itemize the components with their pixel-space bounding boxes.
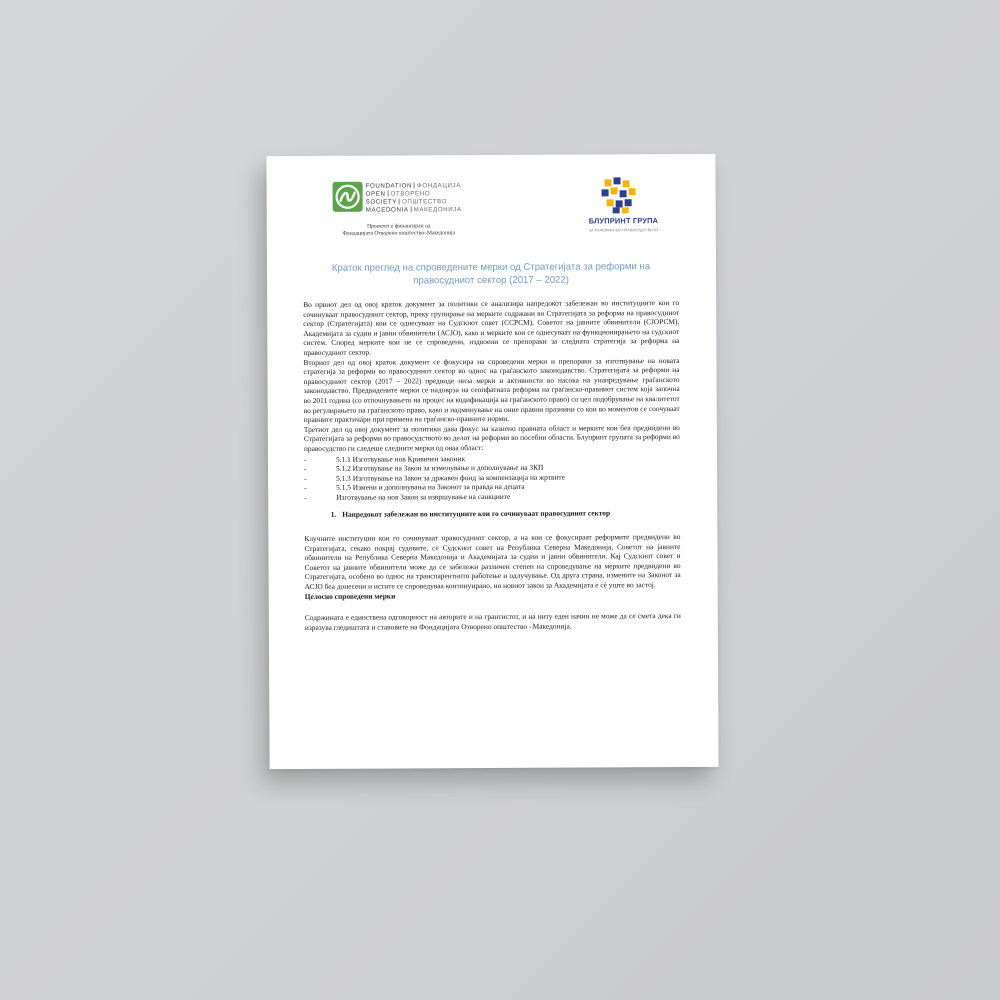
document-page: [266, 154, 718, 769]
paragraph-criminal-law: Третиот дел од овој документ за политики дава фокус на казнено правната област и мерките кои беа предвидени во Стратегијата за реформи во правосудството во делот на реформи во посебни области. Блупринт групата за реформи во правосудство ги следеше следните мерки од оваа област:: [303, 422, 680, 453]
document-header: [303, 174, 679, 256]
list-item: - 5.1.1 Изготвување нов Кривичен законик: [303, 453, 466, 464]
osf-line: MACEDONIA МАКЕДОНИЈА: [365, 206, 462, 214]
document-body: [303, 174, 681, 632]
osf-emblem-icon: [333, 182, 363, 212]
osf-line: SOCIETY ОПШТЕСТВО: [365, 198, 448, 206]
osf-line: FOUNDATION ФОНДАЦИЈА: [365, 182, 461, 190]
list-item: - Изготвување на нов Закон за извршување на санкциите: [304, 491, 511, 502]
document-title: Краток преглед на спроведените мерки од Стратегијата за реформи на правосудниот сектор (2017 – 2022): [331, 261, 651, 287]
paragraph-intro: Во првиот дел од овој краток документ за политики се анализира напредокот забележан во институциите кои го сочинуваат правосудниот сектор, преку групирање на мерките содржани во Стратегијата за реформа на правосудниот сектор (Стратегијата) кои се однесуваат на Судскиот совет (ССРСМ), Советот на јавните обвинители (СЈОРСМ), Академијата за судии и јавни обвинители (АСЈО), како и мерките кои се однесуваат на функционирањето на судскиот систем. Според мерките кои не се спроведени, издвоени се препораки за следната стратегија за реформа на правосудниот сектор.: [303, 298, 680, 357]
blueprint-emblem-icon: [599, 176, 639, 214]
list-item: - 5.1.3 Изготвување на Закон за државен фонд за компензација на жртвите: [304, 472, 565, 483]
osf-wordmark: [366, 182, 476, 215]
paragraph-civil-law: Вториот дел од овој краток документ се фокусира на спроведени мерки и препораки за изготвување на новата стратегија за реформи во правосудниот сектор во однос на граѓанското законодавство. Стратегијата за реформи на правосудниот сектор (2017 – 2022) предвиде низа мерки и активности во насока на унапредување граѓанското законодавство. Предвидените мерки се надоврза на сеопфатната реформа на граѓанско-правниот систем која започна во 2011 година (со отпочнувањето на процес на кодификација на граѓанското право) со цел подобрување на квалитетот во регулирањето на граѓанското право, како и надминување на оние правни празнини со кои во моментов се соочуваат правните практичари при примена на граѓанско-правните норми.: [303, 355, 680, 425]
list-item: - 5.1.5 Измени и дополнувања на Законот за правда на децата: [304, 482, 525, 493]
funding-note: Проектот е финансиран од Фондацијата Отворено општество–Македонија: [342, 223, 456, 237]
blueprint-logo: БЛУПРИНТ ГРУПА ЗА РЕФОРМИ ВО ПРАВОСУДСТВОТО: [589, 176, 649, 236]
section-heading: 1. Напредокот забележан во институциите кои го сочинуваат правосудниот сектор: [330, 508, 611, 520]
paragraph-institutions: Клучните институции кои го сочинуваат правосудниот сектор, а на кои се фокусираат реформите предвидени во Стратегијата, секако покрај судовите, се Судскиот совет на Република Северна Македонија, Советот на јавните обвинители на Република Северна Македонија и Академијата за судии и јавни обвинители. Кај Судскиот совет и Советот на јавните обвинители може да се забележи различен степен на спроведување на мерките предвидени во Стратегијата, особено во однос на транспарентното работење и одлучување. Од друга страна, измените на Законот за АСЈО беа донесени и истите се спроведуваа континуирано, но новиот закон за Академијата е сè уште во застој.: [304, 532, 681, 592]
measures-list: [304, 453, 680, 503]
disclaimer: Содржината е единствена одговорност на авторите и на грантистот, и на ниту еден начин не може да се смета дека ги изразува гледиштата и ставовите на Фондацијата Отворено општество –Македонија.: [304, 611, 681, 632]
osf-line: OPEN ОТВОРЕНО: [365, 190, 431, 198]
subheading: Целосно спроведени мерки: [304, 591, 396, 601]
list-item: - 5.1.2 Изготвување на Закон за изменување и дополнување на ЗКП: [304, 462, 544, 474]
